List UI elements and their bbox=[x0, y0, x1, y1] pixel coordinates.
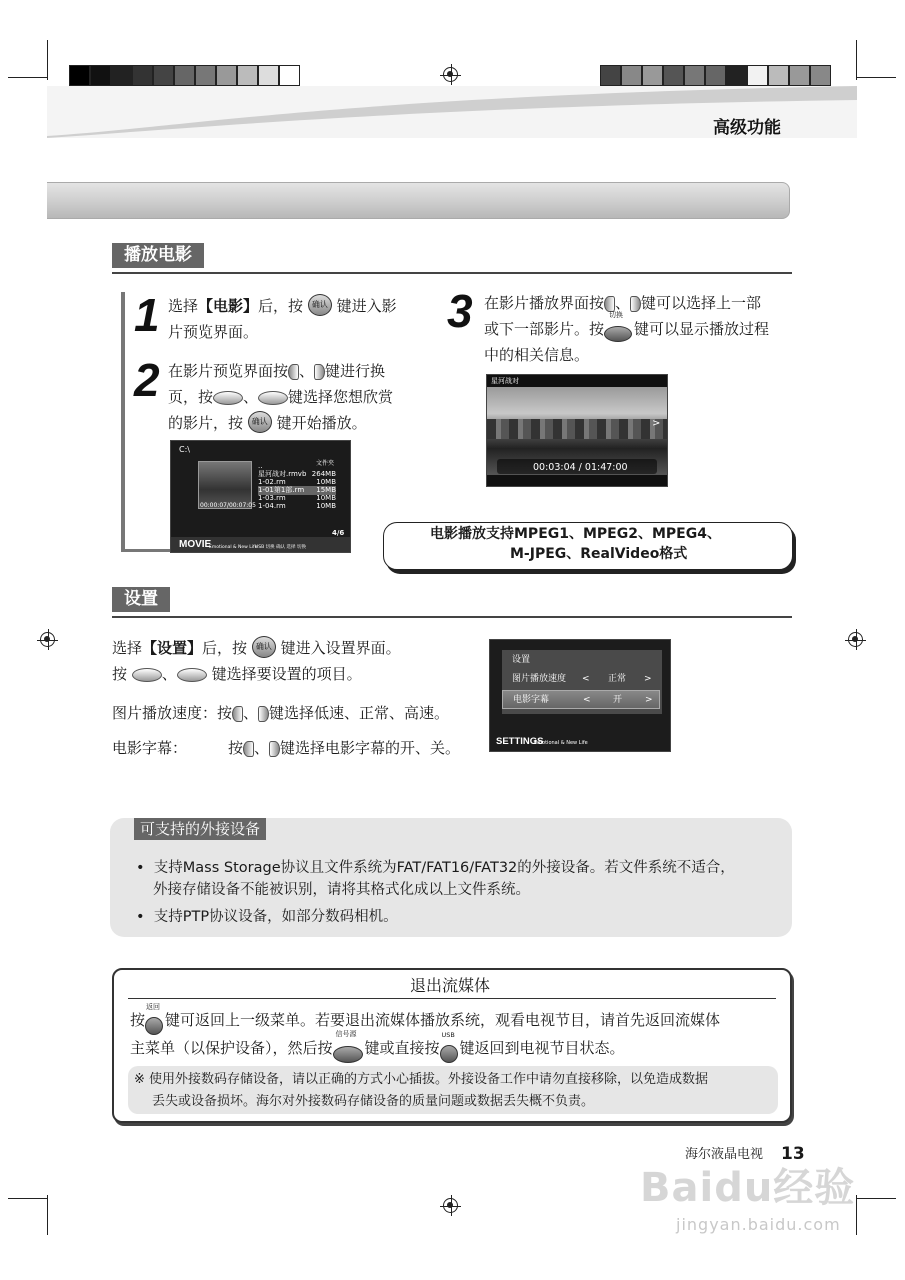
source-key-icon bbox=[333, 1046, 363, 1063]
settings-line1 bbox=[112, 635, 492, 661]
file-item[interactable]: 1-04.rm 10MB bbox=[258, 502, 336, 510]
settings-line4-b: 、 bbox=[254, 739, 270, 757]
playback-corner-label: 星河战对 bbox=[491, 377, 519, 385]
switch-key-icon bbox=[604, 326, 632, 342]
switch-key-label: 切换 bbox=[609, 310, 624, 319]
down-key-icon bbox=[177, 668, 207, 682]
exit-p2-b: 键或直接按 bbox=[364, 1039, 440, 1057]
ok-key-label: 确认 bbox=[251, 416, 268, 426]
format-note-line1: 电影播放支持MPEG1、MPEG2、MPEG4、 bbox=[430, 526, 721, 542]
devices-label: 可支持的外接设备 bbox=[134, 818, 266, 840]
step2-h: 键开始播放。 bbox=[276, 414, 367, 432]
settings-row-subtitle[interactable]: 电影字幕 < 开 > bbox=[502, 690, 660, 709]
step3-f: 中的相关信息。 bbox=[484, 346, 590, 364]
file-item[interactable]: 星河战对.rmvb 264MB bbox=[258, 470, 336, 478]
section-label-play-movie: 播放电影 bbox=[112, 243, 204, 268]
step-number-2: 2 bbox=[134, 354, 160, 406]
right-key-icon bbox=[314, 364, 325, 380]
device-item-1: • 支持Mass Storage协议且文件系统为FAT/FAT16/FAT32的外接设备。若文件系统不适合， bbox=[136, 860, 735, 876]
step1-c: 后，按 bbox=[258, 297, 304, 315]
settings-line2-c: 键选择要设置的项目。 bbox=[211, 665, 362, 683]
settings-line2-a: 按 bbox=[112, 665, 128, 683]
settings-screen-title: 设置 bbox=[512, 655, 531, 665]
step2-c: 键进行换 bbox=[325, 362, 386, 380]
step3-e: 键可以显示播放过程 bbox=[634, 320, 770, 338]
settings-brand: SETTINGS bbox=[496, 736, 544, 747]
registration-mark-bottom bbox=[443, 1198, 458, 1213]
preview-col-header: 文件夹 bbox=[316, 460, 335, 467]
settings-line1-c: 后，按 bbox=[202, 639, 248, 657]
page-number: 13 bbox=[781, 1144, 805, 1164]
exit-para1 bbox=[130, 1002, 780, 1062]
step2-text bbox=[168, 358, 418, 436]
registration-mark-right bbox=[848, 632, 863, 647]
step-number-3: 3 bbox=[447, 285, 473, 337]
source-key-label: 信号源 bbox=[335, 1029, 357, 1038]
settings-line4 bbox=[112, 735, 492, 761]
settings-line3-label: 图片播放速度： bbox=[112, 704, 218, 722]
exit-note-line1: ※ 使用外接数码存储设备，请以正确的方式小心插拔。外接设备工作中请勿直接移除，以免造成数据 bbox=[134, 1072, 709, 1087]
preview-path: C:\ bbox=[179, 445, 190, 454]
movie-preview-screen bbox=[170, 440, 351, 553]
settings-line1-a: 选择 bbox=[112, 639, 143, 657]
step-bracket-foot bbox=[121, 549, 171, 552]
step3-a: 在影片播放界面按 bbox=[484, 294, 605, 312]
left-key-icon bbox=[288, 364, 299, 380]
baidu-watermark-logo: Baidu经验 bbox=[640, 1165, 856, 1211]
step-number-1: 1 bbox=[134, 289, 160, 341]
exit-p1-a: 按 bbox=[130, 1011, 146, 1029]
settings-line4-c: 键选择电影字幕的开、关。 bbox=[280, 739, 461, 757]
preview-page: 4/6 bbox=[332, 529, 345, 537]
step2-b: 、 bbox=[299, 362, 315, 380]
settings-line4-label: 电影字幕： bbox=[112, 739, 188, 757]
settings-line3-a: 按 bbox=[217, 704, 233, 722]
settings-line1-b: 【设置】 bbox=[142, 639, 203, 657]
settings-line1-d: 键进入设置界面。 bbox=[280, 639, 401, 657]
settings-line2 bbox=[112, 661, 492, 687]
ok-key-label: 确认 bbox=[255, 641, 272, 651]
ok-key-icon bbox=[248, 411, 272, 433]
exit-title-rule bbox=[128, 998, 776, 999]
right-key-icon bbox=[269, 741, 280, 757]
right-key-icon bbox=[630, 296, 641, 312]
preview-tagline: Emotional & New Life bbox=[209, 545, 258, 550]
preview-brand: MOVIE bbox=[179, 539, 212, 550]
step2-a: 在影片预览界面按 bbox=[168, 362, 289, 380]
settings-line2-b: 、 bbox=[161, 665, 177, 683]
ok-key-icon bbox=[308, 294, 332, 316]
title-bar bbox=[47, 182, 790, 219]
step3-d: 或下一部影片。按 bbox=[484, 320, 605, 338]
page-header-title: 高级功能 bbox=[713, 118, 781, 138]
settings-line4-a: 按 bbox=[228, 739, 244, 757]
exit-p2-c: 键返回到电视节目状态。 bbox=[459, 1039, 625, 1057]
step3-b: 、 bbox=[615, 294, 631, 312]
baidu-watermark-url: jingyan.baidu.com bbox=[676, 1215, 841, 1234]
settings-line3-c: 键选择低速、正常、高速。 bbox=[269, 704, 450, 722]
left-key-icon bbox=[232, 706, 243, 722]
file-item-selected[interactable]: 1-01第1部.rm 15MB bbox=[258, 486, 336, 494]
settings-line3 bbox=[112, 700, 492, 726]
file-item[interactable]: 1-02.rm 10MB bbox=[258, 478, 336, 486]
registration-mark-left bbox=[40, 632, 55, 647]
step2-f: 键选择您想欣赏 bbox=[288, 388, 394, 406]
step1-d: 键进入影 bbox=[336, 297, 397, 315]
playback-next-arrow: > bbox=[652, 418, 661, 429]
up-key-icon bbox=[132, 668, 162, 682]
step1-b: 【电影】 bbox=[198, 297, 259, 315]
left-key-icon bbox=[604, 296, 615, 312]
preview-footer-keys: USB 切换 确认 选择 切换 bbox=[255, 545, 306, 550]
file-item[interactable]: .. bbox=[258, 462, 263, 470]
step-bracket bbox=[121, 292, 125, 552]
section-rule bbox=[112, 272, 792, 274]
step1-a: 选择 bbox=[168, 297, 199, 315]
exit-p1-b: 键可返回上一级菜单。若要退出流媒体播放系统，观看电视节目，请首先返回流媒体 bbox=[165, 1011, 721, 1029]
exit-title: 退出流媒体 bbox=[410, 976, 491, 995]
playback-time: 00:03:04 / 01:47:00 bbox=[533, 462, 628, 473]
step2-d: 页，按 bbox=[168, 388, 214, 406]
step2-g: 的影片，按 bbox=[168, 414, 244, 432]
back-key-label: 返回 bbox=[146, 1002, 161, 1011]
ok-key-label: 确认 bbox=[311, 299, 328, 309]
up-key-icon bbox=[213, 391, 243, 405]
step1-text bbox=[168, 293, 418, 345]
settings-screen bbox=[489, 639, 671, 752]
preview-time: 00:00:07/00:07:05 bbox=[200, 502, 256, 509]
file-item[interactable]: 1-03.rm 10MB bbox=[258, 494, 336, 502]
movie-playback-screen bbox=[486, 374, 668, 487]
format-note-line2: M-JPEG、RealVideo格式 bbox=[510, 546, 688, 562]
section-label-settings: 设置 bbox=[112, 587, 170, 612]
exit-p2-a: 主菜单（以保护设备），然后按 bbox=[130, 1039, 333, 1057]
back-key-icon bbox=[145, 1017, 163, 1035]
step3-text bbox=[484, 290, 804, 368]
step1-e: 片预览界面。 bbox=[168, 323, 259, 341]
exit-note-line2: 丢失或设备损坏。海尔对外接数码存储设备的质量问题或数据丢失概不负责。 bbox=[152, 1094, 595, 1109]
usb-key-icon bbox=[440, 1045, 458, 1063]
preview-file-list bbox=[256, 459, 336, 515]
right-key-icon bbox=[258, 706, 269, 722]
settings-tagline: Emotional & New Life bbox=[534, 740, 588, 746]
playback-trees bbox=[487, 419, 668, 439]
device-item-1-cont: 外接存储设备不能被识别，请将其格式化成以上文件系统。 bbox=[153, 882, 530, 898]
ok-key-icon bbox=[252, 636, 276, 658]
step3-c: 键可以选择上一部 bbox=[641, 294, 762, 312]
registration-mark-top bbox=[443, 67, 458, 82]
left-key-icon bbox=[243, 741, 254, 757]
section-rule bbox=[112, 616, 792, 618]
settings-line3-b: 、 bbox=[243, 704, 259, 722]
down-key-icon bbox=[258, 391, 288, 405]
step2-e: 、 bbox=[243, 388, 259, 406]
settings-row-speed[interactable]: 图片播放速度 < 正常 > bbox=[512, 674, 652, 684]
usb-key-label: USB bbox=[441, 1030, 455, 1039]
footer-brand: 海尔液晶电视 bbox=[685, 1147, 764, 1162]
device-item-2: • 支持PTP协议设备，如部分数码相机。 bbox=[136, 909, 398, 925]
